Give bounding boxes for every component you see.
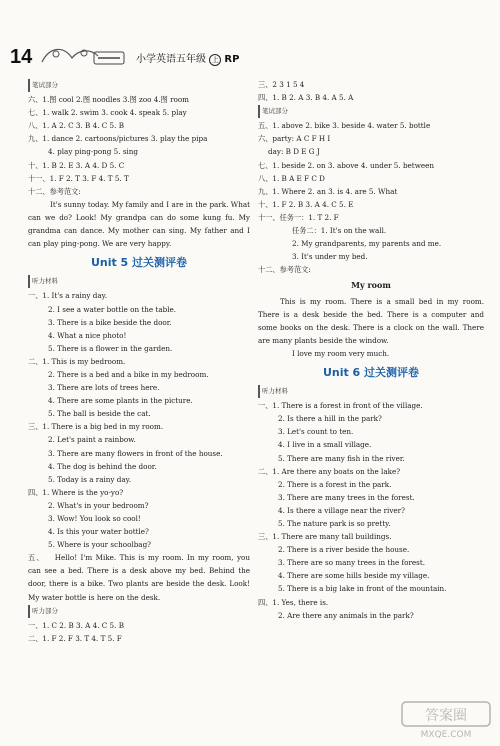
book-logo-icon — [38, 40, 128, 70]
paragraph-label: 五、 — [28, 553, 45, 563]
answer-line: 3. Wow! You look so cool! — [48, 514, 141, 523]
answer-line: 4. I live in a small village. — [278, 440, 372, 450]
book-title: 小学英语五年级 上 RP — [136, 54, 240, 65]
essay-title: My room — [351, 280, 391, 291]
paragraph — [28, 198, 250, 250]
unit-title: Unit 5 过关测评卷 — [90, 256, 188, 270]
answer-line: 二、1. This is my bedroom. — [28, 356, 126, 366]
answer-line: 2. Are there any animals in the park? — [278, 610, 414, 620]
answer-line: 八、1. A 2. C 3. B 4. C 5. B — [28, 121, 124, 131]
watermark-text: 答案圈 — [425, 708, 467, 724]
right-column — [258, 78, 484, 622]
paragraph-text: Hello! I'm Mike. This is my room. In my room, you can see a bed. There is a desk above my bed. Behind the door, there is a bike. Two plants are beside the desk. Look! My water bottle is here on the desk. — [28, 553, 250, 602]
answer-line: 四、1. B 2. A 3. B 4. A 5. A — [258, 93, 354, 103]
answer-line: 2. There is a bed and a bike in my bedroom. — [48, 369, 209, 379]
answer-line: 2. My grandparents, my parents and me. — [292, 239, 442, 249]
answer-line: 十、1. B 2. E 3. A 4. D 5. C — [28, 160, 125, 170]
section-tag: 笔试部分 — [258, 105, 288, 118]
answer-line: 3. There are many trees in the forest. — [278, 492, 415, 502]
answer-line: 七、1. beside 2. on 3. above 4. under 5. between — [258, 160, 434, 170]
left-column — [28, 78, 250, 645]
section-tag: 听力部分 — [28, 605, 58, 618]
answer-line: 4. Is this your water bottle? — [48, 527, 149, 537]
answer-line: 4. play ping-pong 5. sing — [48, 147, 139, 157]
answer-line: 3. There are many flowers in front of the house. — [48, 448, 223, 458]
answer-line: 二、1. Are there any boats on the lake? — [258, 466, 401, 476]
section-tag: 听力材料 — [258, 385, 288, 398]
section-tag-row — [258, 384, 484, 399]
answer-line: 5. There is a flower in the garden. — [48, 343, 173, 353]
paragraph — [28, 551, 250, 603]
answer-line: 3. Let's count to ten. — [278, 427, 354, 437]
answer-line: 五、1. above 2. bike 3. beside 4. water 5. bottle — [258, 121, 431, 131]
answer-line: 十二、参考范文: — [258, 265, 311, 275]
answer-line: 4. The dog is behind the door. — [48, 461, 157, 471]
answer-line: 4. There are some hills beside my village. — [278, 571, 430, 581]
answer-line: 2. I see a water bottle on the table. — [48, 304, 177, 314]
answer-line: 4. There are some plants in the picture. — [48, 396, 193, 406]
answer-line: 七、1. walk 2. swim 3. cook 4. speak 5. play — [28, 108, 187, 118]
grade-mark: 上 — [209, 54, 221, 66]
watermark-url: MXQE.COM — [420, 730, 472, 740]
answer-line: I love my room very much. — [292, 348, 390, 358]
answer-line: 2. There is a river beside the house. — [278, 545, 410, 555]
answer-line: 3. There are lots of trees here. — [48, 383, 160, 393]
answer-line: 八、1. B A E F C D — [258, 173, 325, 183]
answer-line: 十一、任务一：1. T 2. F — [258, 212, 339, 222]
section-tag-row — [258, 104, 484, 119]
answer-line: 三、2 3 1 5 4 — [258, 80, 305, 89]
answer-line: 3. There is a bike beside the door. — [48, 317, 172, 327]
answer-line: day: B D E G J — [268, 147, 320, 157]
answer-line: 任务二：1. It's on the wall. — [292, 226, 387, 236]
answer-line: 三、1. There is a big bed in my room. — [28, 422, 164, 432]
answer-line: 十、1. F 2. B 3. A 4. C 5. E — [258, 199, 354, 209]
section-tag-row — [28, 274, 250, 289]
answer-line: 一、1. It's a rainy day. — [28, 291, 108, 301]
section-tag: 笔试部分 — [28, 79, 58, 92]
edition-label: RP — [224, 54, 240, 65]
answer-line: 5. There are many fish in the river. — [278, 453, 405, 463]
answer-line: 5. The nature park is so pretty. — [278, 519, 391, 528]
section-tag-row — [28, 78, 250, 93]
answer-line: 2. Is there a hill in the park? — [278, 414, 382, 424]
answer-line: 一、1. C 2. B 3. A 4. C 5. B — [28, 620, 124, 630]
answer-line: 5. There is a big lake in front of the mountain. — [278, 584, 447, 594]
page-header — [0, 0, 500, 74]
answer-line: 5. The ball is beside the cat. — [48, 409, 151, 419]
answer-line: 2. What's in your bedroom? — [48, 500, 149, 510]
section-tag: 听力材料 — [28, 275, 58, 288]
paragraph-text: This is my room. There is a small bed in my room. There is a desk beside the bed. There is a computer and some books on the desk. There is a clock on the wall. There are many plants beside the window. — [258, 296, 484, 345]
paragraph — [258, 295, 484, 347]
unit-title: Unit 6 过关测评卷 — [322, 365, 420, 379]
answer-line: 3. There are so many trees in the forest. — [278, 558, 426, 568]
answer-line: 十一、1. F 2. T 3. F 4. T 5. T — [28, 173, 129, 183]
answer-line: 六、party: A C F H I — [258, 134, 331, 144]
answer-line: 一、1. There is a forest in front of the village. — [258, 401, 423, 411]
section-tag-row — [28, 604, 250, 619]
answer-line: 2. There is a forest in the park. — [278, 479, 392, 489]
watermark-logo-icon — [400, 700, 492, 740]
answer-line: 九、1. Where 2. an 3. is 4. are 5. What — [258, 186, 398, 196]
answer-line: 3. It's under my bed. — [292, 252, 368, 262]
answer-line: 三、1. There are many tall buildings. — [258, 532, 392, 542]
answer-line: 4. Is there a village near the river? — [278, 505, 405, 515]
answer-line: 六、1.图 cool 2.图 noodles 3.图 zoo 4.图 room — [28, 95, 189, 105]
answer-line: 2. Let's paint a rainbow. — [48, 435, 136, 445]
page-number: 14 — [10, 46, 33, 68]
answer-line: 二、1. F 2. F 3. T 4. T 5. F — [28, 633, 122, 643]
answer-line: 四、1. Where is the yo-yo? — [28, 487, 124, 497]
answer-line: 5. Today is a rainy day. — [48, 474, 132, 484]
answer-line: 九、1. dance 2. cartoons/pictures 3. play the pipa — [28, 134, 208, 144]
answer-line: 4. What a nice photo! — [48, 330, 127, 340]
answer-line: 十二、参考范文: — [28, 186, 81, 196]
paragraph-text: It's sunny today. My family and I are in the park. What can we do? Look! My grandpa can do some kung fu. My grandma can dance. My mother can sing. My father and I can play ping-pong. We are very happy. — [28, 199, 250, 249]
answer-line: 四、1. Yes, there is. — [258, 597, 329, 607]
answer-line: 5. Where is your schoolbag? — [48, 540, 152, 550]
